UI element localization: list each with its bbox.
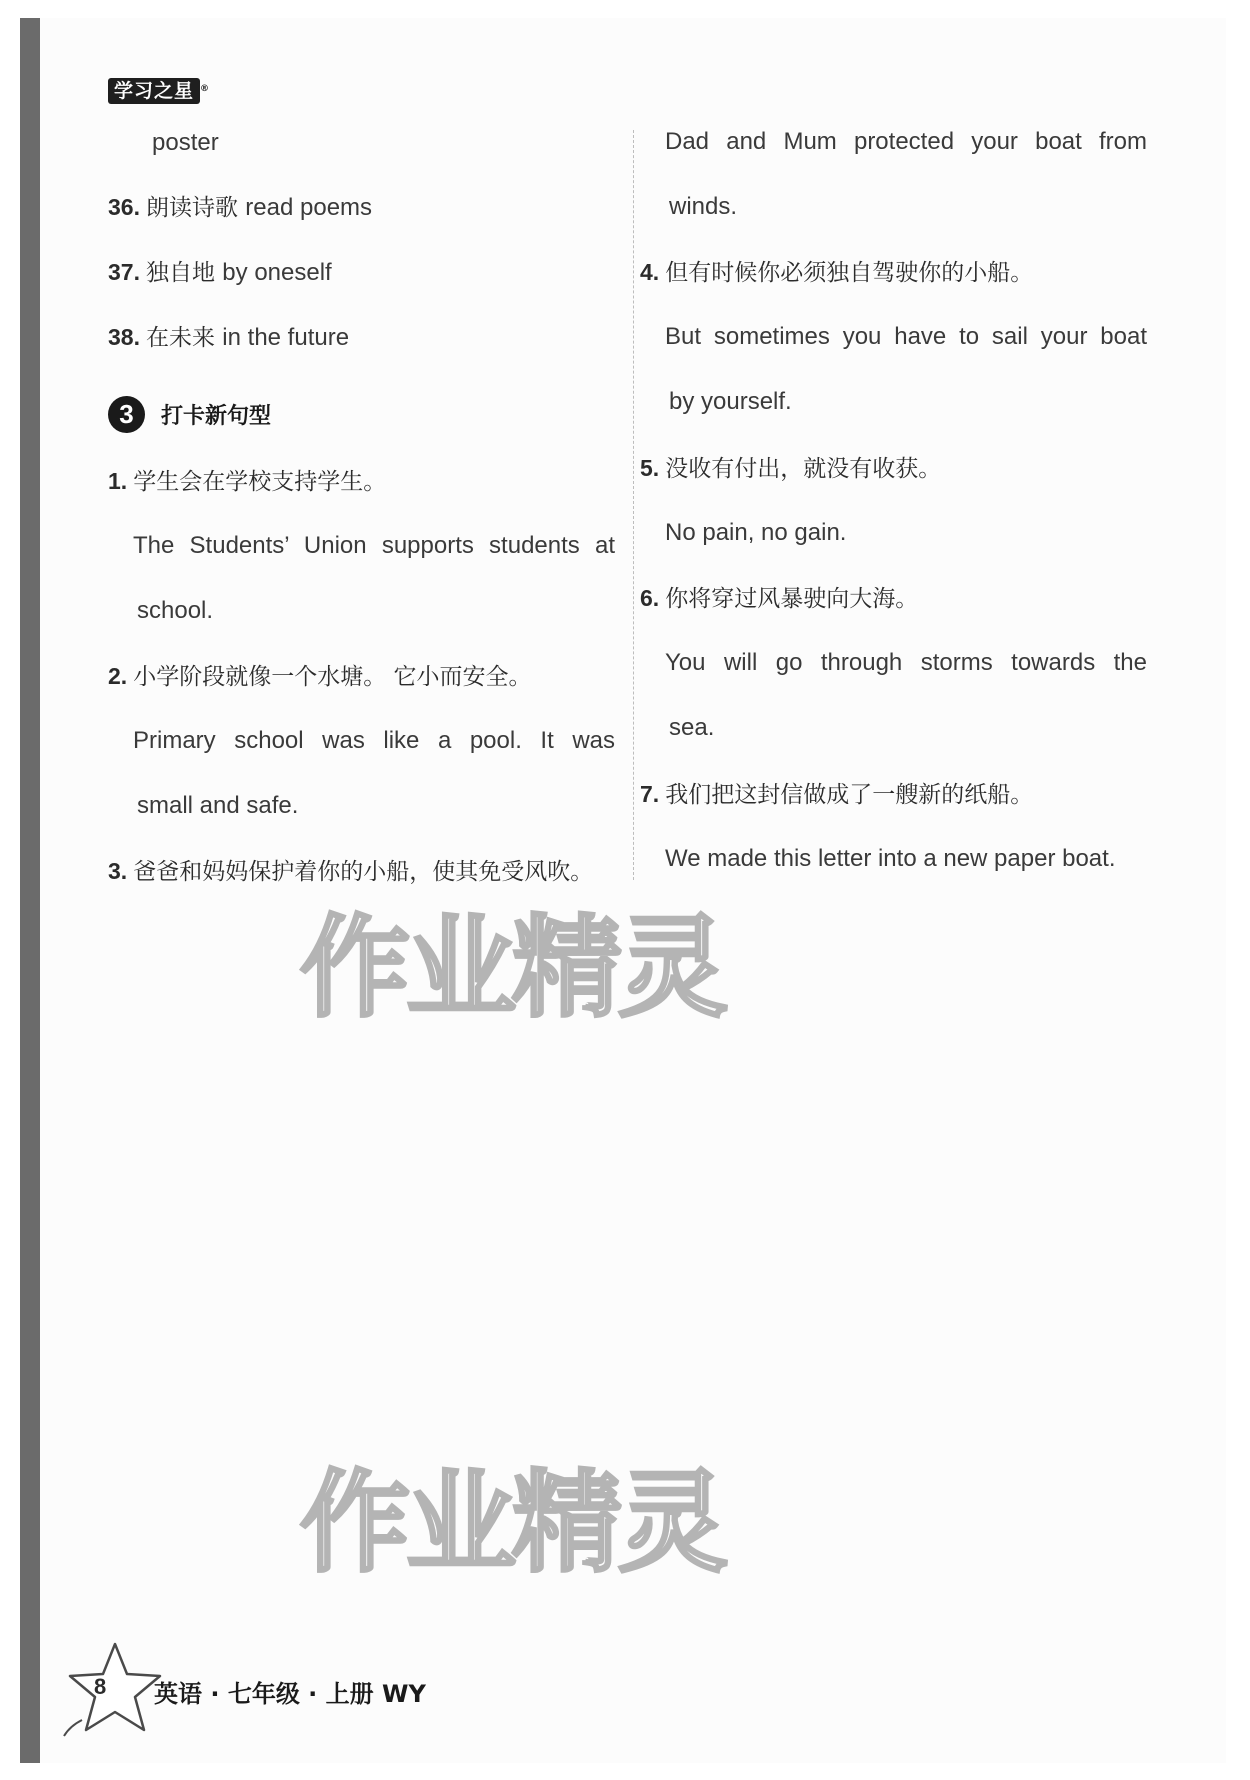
- item-number: 36.: [108, 194, 140, 220]
- sentence-5-chinese: [640, 453, 941, 484]
- brand-logo: [108, 78, 211, 104]
- sentence-1-english-line2: school.: [137, 597, 214, 624]
- item-chinese: 朗读诗歌: [145, 195, 238, 221]
- sentence-1-chinese: [108, 466, 386, 497]
- registered-mark: ®: [200, 84, 211, 94]
- item-english: by oneself: [222, 259, 332, 286]
- sentence-7-chinese: [640, 779, 1033, 810]
- item-chinese: 爸爸和妈妈保护着你的小船，使其免受风吹。: [133, 859, 594, 885]
- section-number-badge: 3: [108, 396, 145, 433]
- item-number: 7.: [640, 781, 660, 807]
- binding-spine: [20, 18, 40, 1763]
- item-english: in the future: [222, 324, 350, 351]
- brand-logo-text: 学习之星: [114, 80, 195, 102]
- item-chinese: 在未来: [145, 325, 215, 351]
- section-title: 打卡新句型: [161, 404, 272, 429]
- sentence-2-english-line1: Primary school was like a pool. It was: [133, 727, 615, 754]
- page-number: 8: [94, 1674, 107, 1699]
- item-number: 1.: [108, 468, 128, 494]
- sentence-6-english-line2: sea.: [669, 714, 715, 741]
- item-number: 5.: [640, 455, 660, 481]
- item-english: read poems: [245, 194, 373, 221]
- sentence-4-english-line1: But sometimes you have to sail your boat: [665, 323, 1147, 350]
- item-chinese: 但有时候你必须独自驾驶你的小船。: [665, 260, 1034, 286]
- column-divider: [633, 130, 634, 880]
- item-chinese: 小学阶段就像一个水塘。 它小而安全。: [133, 664, 532, 690]
- sentence-2-chinese: [108, 661, 532, 692]
- sentence-3-english-line2: winds.: [669, 193, 738, 220]
- sentence-4-english-line2: by yourself.: [669, 388, 792, 415]
- item-chinese: 你将穿过风暴驶向大海。: [665, 586, 919, 612]
- item-number: 3.: [108, 858, 128, 884]
- sentence-4-chinese: [640, 257, 1033, 288]
- item-number: 4.: [640, 259, 660, 285]
- sentence-7-english: We made this letter into a new paper boat.: [665, 845, 1116, 872]
- vocab-item-37: [108, 257, 332, 288]
- item-chinese: 独自地: [145, 260, 215, 286]
- watermark-top: 作业精灵: [300, 904, 724, 1032]
- item-chinese: 没收有付出，就没有收获。: [665, 456, 942, 482]
- page-footer: [60, 1640, 460, 1730]
- item-chinese: 学生会在学校支持学生。: [133, 469, 387, 495]
- sentence-6-english-line1: You will go through storms towards the: [665, 649, 1147, 676]
- item-number: 2.: [108, 663, 128, 689]
- sentence-5-english: No pain, no gain.: [665, 519, 847, 546]
- section-header: [108, 396, 271, 433]
- vocab-item-38: [108, 322, 349, 353]
- sentence-1-english-line1: The Students’ Union supports students at: [133, 532, 615, 559]
- vocab-item-36: [108, 192, 372, 223]
- item-number: 6.: [640, 585, 660, 611]
- vocab-poster: poster: [152, 129, 219, 156]
- book-title: 英语 · 七年级 · 上册 WY: [154, 1680, 426, 1708]
- item-number: 37.: [108, 259, 140, 285]
- sentence-3-english-line1: Dad and Mum protected your boat from: [665, 128, 1147, 155]
- item-number: 38.: [108, 324, 140, 350]
- watermark-bottom: 作业精灵: [300, 1459, 724, 1587]
- sentence-2-english-line2: small and safe.: [137, 792, 299, 819]
- item-chinese: 我们把这封信做成了一艘新的纸船。: [665, 782, 1034, 808]
- sentence-6-chinese: [640, 583, 918, 614]
